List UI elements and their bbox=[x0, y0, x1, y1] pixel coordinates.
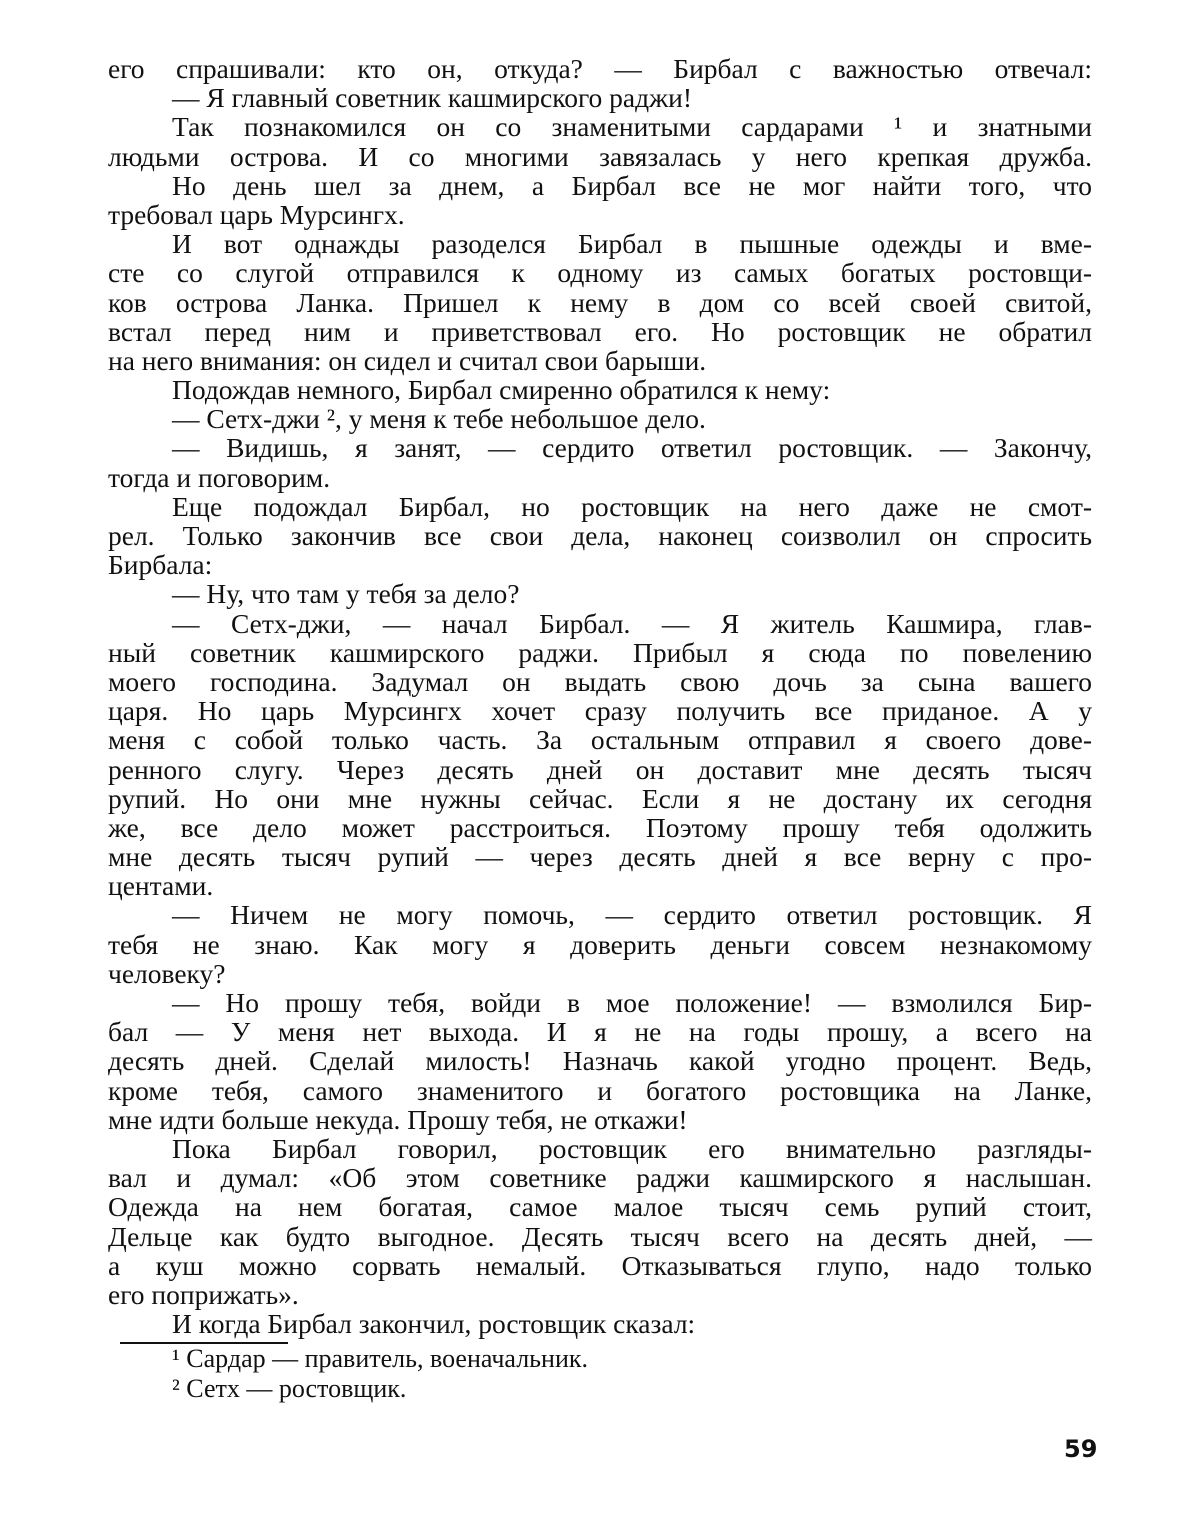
text-line: центами. bbox=[108, 870, 214, 902]
text-line: его спрашивали: кто он, откуда? — Бирбал с важностью отвечал: bbox=[108, 53, 1092, 84]
text-line: И когда Бирбал закончил, ростовщик сказал: bbox=[172, 1308, 696, 1340]
footnotes bbox=[108, 1344, 1092, 1404]
text-line: рел. Только закончив все свои дела, наконец соизволил он спросить bbox=[108, 520, 1092, 551]
text-line: Дельце как будто выгодное. Десять тысяч всего на десять дней, — bbox=[108, 1220, 1092, 1252]
page-number: 59 bbox=[1064, 1435, 1098, 1463]
text-line: бал — У меня нет выхода. И я не на годы прошу, а всего на bbox=[108, 1016, 1092, 1048]
footnote: ¹ Сардар — правитель, военачальник. bbox=[172, 1344, 588, 1374]
text-line: Так познакомился он со знаменитыми сардарами ¹ и знатными bbox=[172, 111, 1092, 143]
text-line: тогда и поговорим. bbox=[108, 461, 331, 493]
text-line: же, все дело может расстроиться. Поэтому прошу тебя одолжить bbox=[108, 811, 1092, 843]
text-line: — Но прошу тебя, войди в мое положение! — взмолился Бир- bbox=[172, 987, 1092, 1018]
text-line: царя. Но царь Мурсингх хочет сразу получить все приданое. А у bbox=[108, 695, 1092, 727]
text-line: Еще подождал Бирбал, но ростовщик на него даже не смот- bbox=[172, 490, 1092, 522]
text-line: его поприжать». bbox=[108, 1278, 299, 1310]
text-line: ков острова Ланка. Пришел к нему в дом со всей своей свитой, bbox=[108, 286, 1092, 318]
text-line: встал перед ним и приветствовал его. Но ростовщик не обратил bbox=[108, 315, 1092, 347]
text-line: ренного слугу. Через десять дней он доставит мне десять тысяч bbox=[108, 753, 1092, 785]
text-line: кроме тебя, самого знаменитого и богатого ростовщика на Ланке, bbox=[108, 1074, 1092, 1106]
text-line: Пока Бирбал говорил, ростовщик его внимательно разгляды- bbox=[172, 1132, 1092, 1164]
page-body bbox=[108, 54, 1092, 1404]
text-line: Но день шел за днем, а Бирбал все не мог найти того, что bbox=[172, 169, 1092, 201]
text-line: — Сетх-джи ², у меня к тебе небольшое дело. bbox=[172, 403, 706, 435]
text-line: Бирбала: bbox=[108, 549, 213, 581]
text-line: И вот однажды разоделся Бирбал в пышные одежды и вме- bbox=[172, 228, 1092, 260]
text-line: Одежда на нем богатая, самое малое тысяч семь рупий стоит, bbox=[108, 1191, 1092, 1223]
text-line: на него внимания: он сидел и считал свои барыши. bbox=[108, 344, 707, 376]
footnote: ² Сетх — ростовщик. bbox=[172, 1374, 407, 1404]
text-line: — Ну, что там у тебя за дело? bbox=[172, 578, 520, 610]
text-line: тебя не знаю. Как могу я доверить деньги совсем незнакомому bbox=[108, 928, 1092, 960]
text-line: — Видишь, я занят, — сердито ответил ростовщик. — Закончу, bbox=[172, 432, 1092, 464]
text-line: — Ничем не могу помочь, — сердито ответил ростовщик. Я bbox=[172, 899, 1092, 931]
text-line: меня с собой только часть. За остальным отправил я своего дове- bbox=[108, 724, 1092, 756]
text-line: мне десять тысяч рупий — через десять дней я все верну с про- bbox=[108, 841, 1092, 873]
text-line: сте со слугой отправился к одному из самых богатых ростовщи- bbox=[108, 257, 1092, 289]
text-line: — Сетх-джи, — начал Бирбал. — Я житель Кашмира, глав- bbox=[172, 607, 1092, 639]
text-line: — Я главный советник кашмирского раджи! bbox=[172, 82, 693, 114]
text-line: рупий. Но они мне нужны сейчас. Если я не достану их сегодня bbox=[108, 782, 1092, 814]
text-line: моего господина. Задумал он выдать свою дочь за сына вашего bbox=[108, 665, 1092, 697]
text-line: вал и думал: «Об этом советнике раджи кашмирского я наслышан. bbox=[108, 1162, 1092, 1194]
text-line: требовал царь Мурсингх. bbox=[108, 198, 405, 230]
text-line: Подождав немного, Бирбал смиренно обратился к нему: bbox=[172, 374, 831, 406]
text-line: а куш можно сорвать немалый. Отказываться глупо, надо только bbox=[108, 1249, 1092, 1281]
text-line: человеку? bbox=[108, 957, 226, 989]
text-line: мне идти больше некуда. Прошу тебя, не откажи! bbox=[108, 1103, 688, 1135]
text-line: ный советник кашмирского раджи. Прибыл я сюда по повелению bbox=[108, 636, 1092, 668]
text-line: десять дней. Сделай милость! Назначь какой угодно процент. Ведь, bbox=[108, 1045, 1092, 1077]
text-line: людьми острова. И со многими завязалась у него крепкая дружба. bbox=[108, 140, 1092, 172]
